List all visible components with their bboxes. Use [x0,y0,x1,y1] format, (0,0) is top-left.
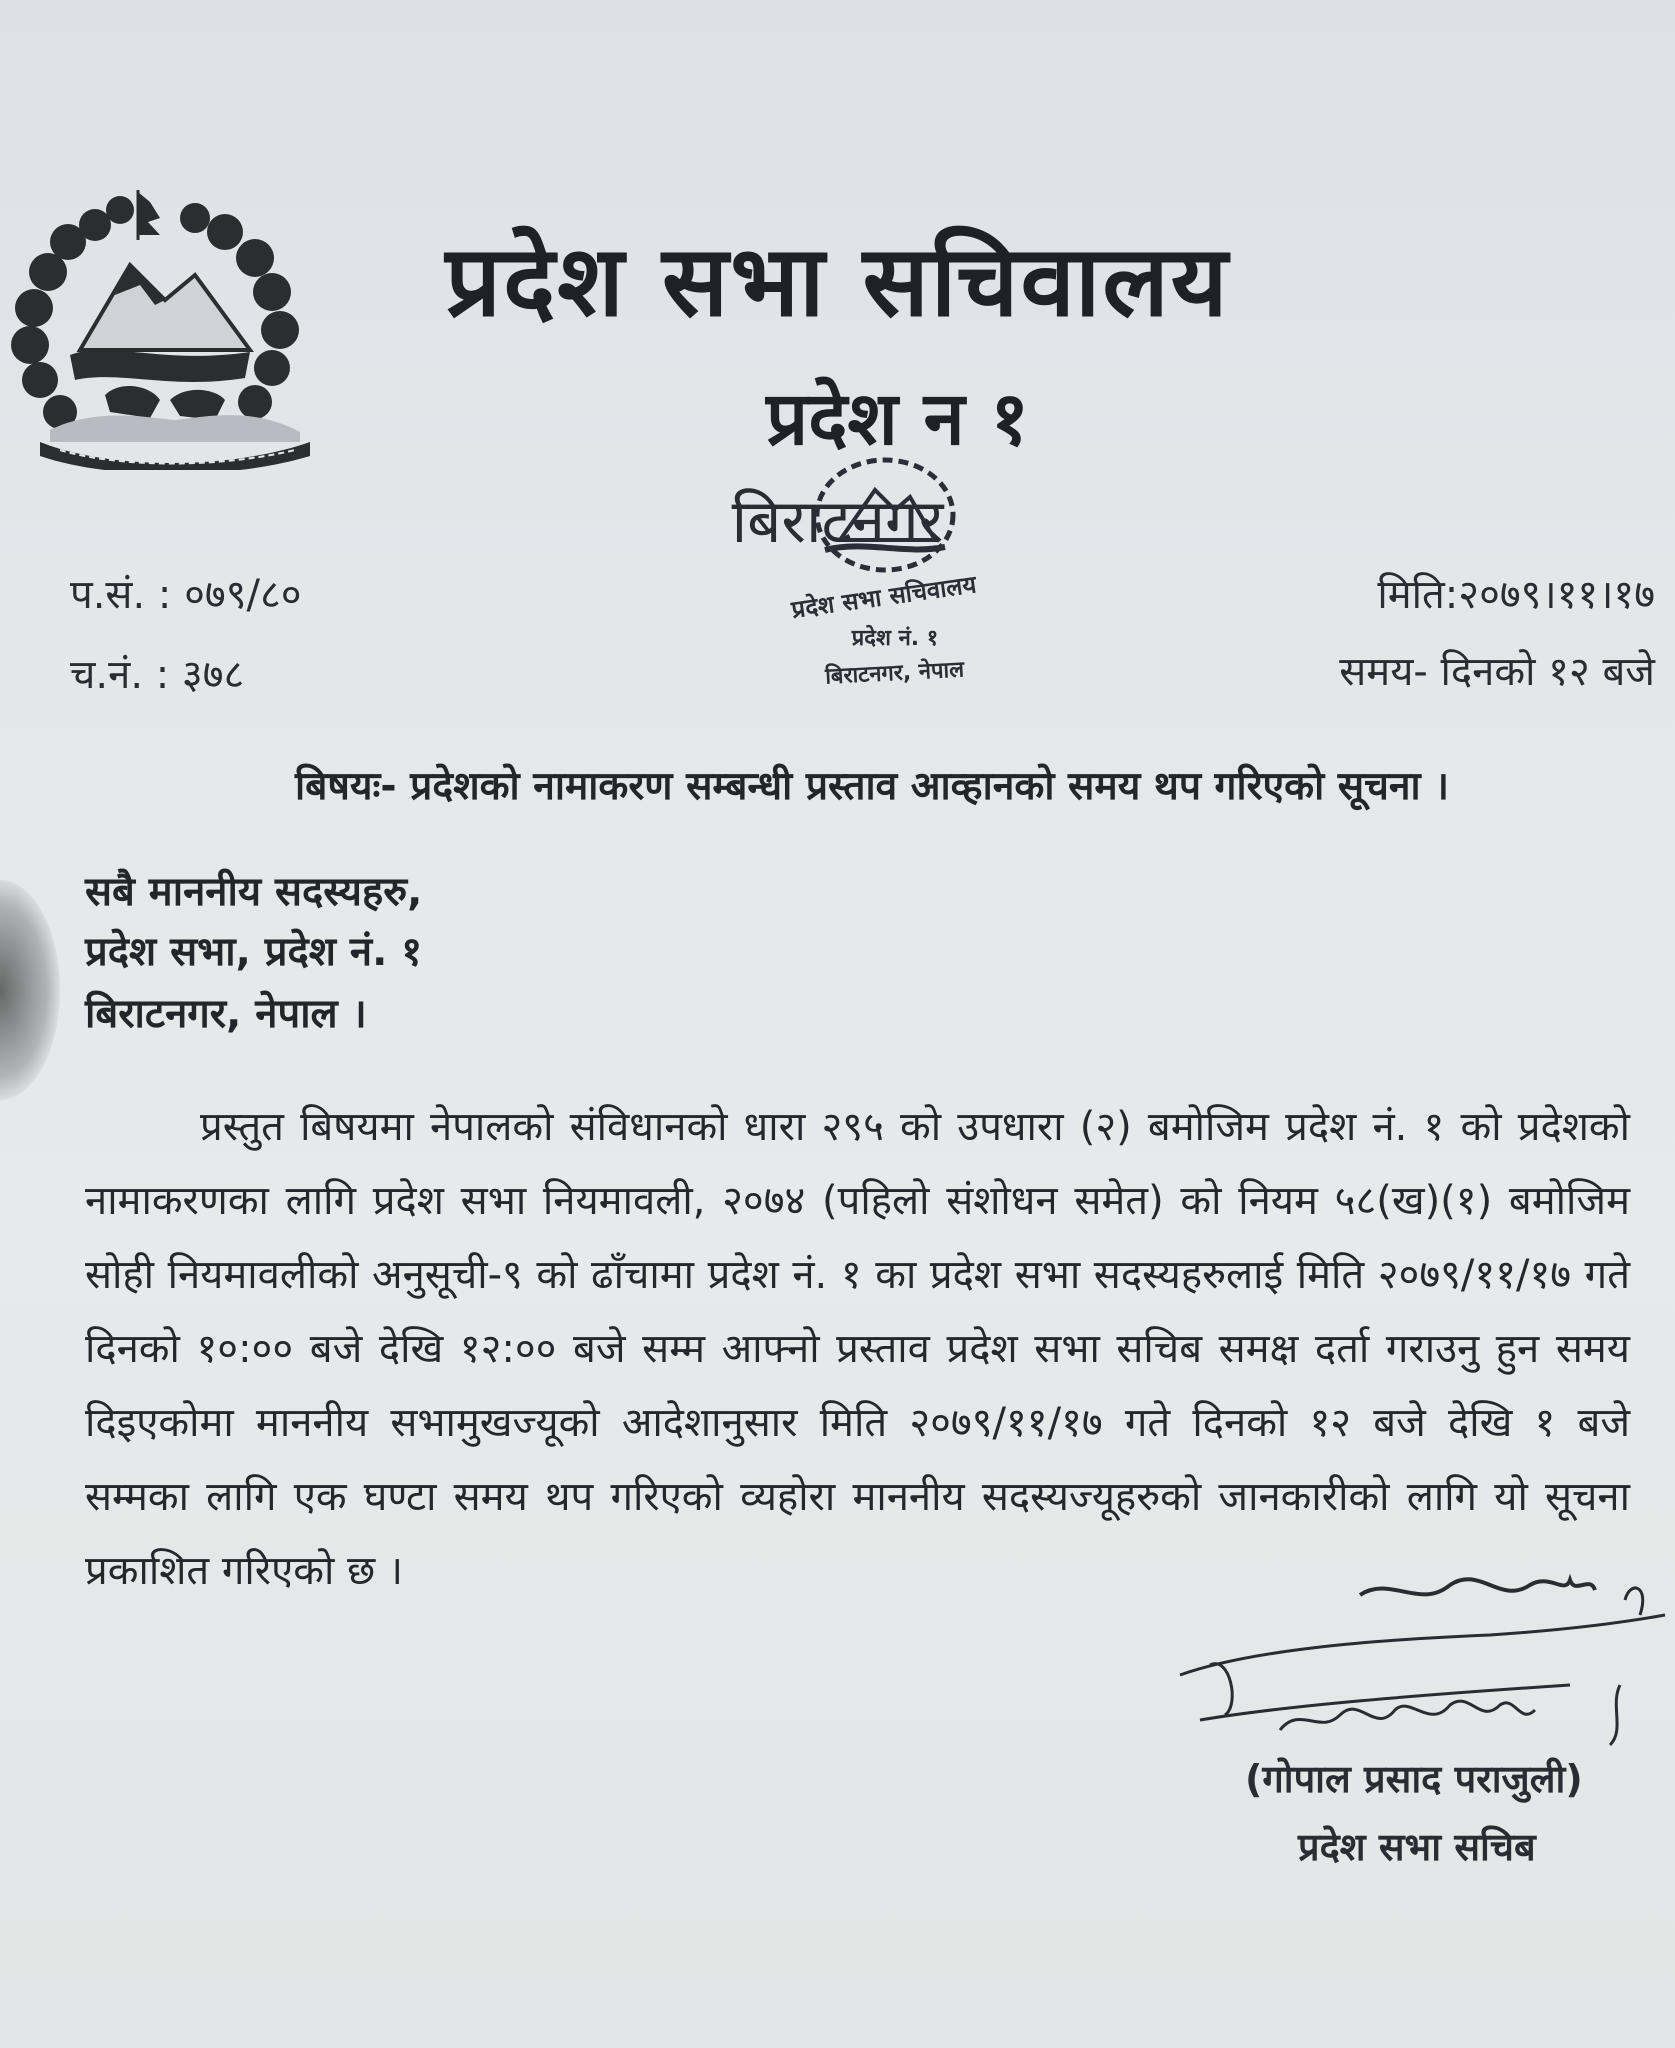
subject-line: बिषयः- प्रदेशको नामाकरण सम्बन्धी प्रस्ताव आव्हानको समय थप गरिएको सूचना । [295,764,1449,809]
addressee-line: सबै माननीय सदस्यहरु, [85,869,423,915]
stamp-emblem-icon [817,460,953,570]
stamp-line-1: प्रदेश सभा सचिवालय [789,570,979,624]
time-text: समय- दिनको १२ बजे [1339,649,1655,695]
stamp-line-2: प्रदेश नं. १ [851,626,939,651]
addressee-line: प्रदेश सभा, प्रदेश नं. १ [85,929,423,975]
signatory-title: प्रदेश सभा सचिब [1298,1825,1536,1869]
letterhead-title: प्रदेश सभा सचिवालय [445,225,1230,339]
date-text: मिति:२०७९।११।१७ [1377,572,1655,618]
dispatch-number: च.नं. : ३७८ [70,652,245,698]
notice-body: प्रस्तुत बिषयमा नेपालको संविधानको धारा २९५ को उपधारा (२) बमोजिम प्रदेश नं. १ को प्रदेशको नामाकरणका लागि प्रदेश सभा नियमावली, २०७४ (पहिलो संशोधन समेत) को नियम ५८(ख)(१) बमोजिम सोही नियमावलीको अनुसूची-९ को ढाँचामा प्रदेश नं. १ का प्रदेश सभा सदस्यहरुलाई मिति २०७९/११/१७ गते दिनको १०:०० बजे देखि १२:०० बजे सम्म आफ्नो प्रस्ताव प्रदेश सभा सचिब समक्ष दर्ता गराउनु हुन समय दिइएकोमा माननीय सभामुखज्यूको आदेशानुसार मिति २०७९/११/१७ गते दिनको १२ बजे देखि १ बजे सम्मका लागि एक घण्टा समय थप गरिएको व्यहोरा माननीय सदस्यज्यूहरुको जानकारीको लागि यो सूचना प्रकाशित गरिएको छ । [85,1104,1630,1594]
addressee-line: बिराटनगर, नेपाल । [85,991,367,1037]
reference-number: प.सं. : ०७९/८० [70,572,302,618]
letterhead-city: बिराटनगर [731,487,944,557]
signatory-name: (गोपाल प्रसाद पराजुली) [1245,1757,1583,1801]
stamp-line-3: बिराटनगर, नेपाल [824,657,965,690]
signature-icon [1170,1555,1670,1755]
office-stamp [755,455,1015,705]
letterhead-subtitle: प्रदेश न १ [766,376,1029,462]
